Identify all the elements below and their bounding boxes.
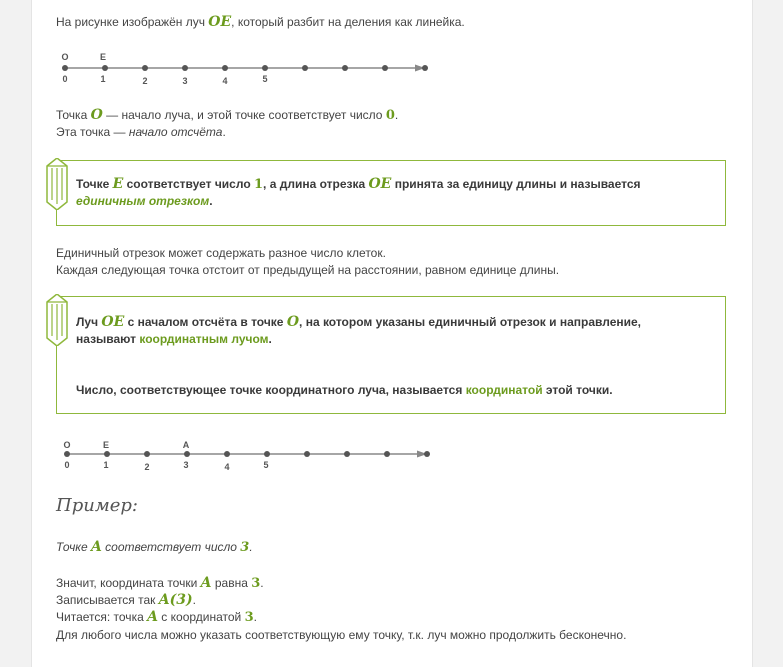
var-a: A — [200, 575, 212, 591]
para-unit-1: Единичный отрезок может содержать разное число клеток. — [56, 246, 386, 260]
num-three: 3 — [251, 576, 261, 591]
ray-2-label-a: A — [182, 440, 190, 450]
para-unit-2: Каждая следующая точка отстоит от предыдущей на расстоянии, равном единице длины. — [56, 263, 560, 277]
ray-2-num-5: 5 — [263, 460, 269, 470]
num-three: 3 — [240, 540, 250, 555]
example-line3: Записывается так A(3). — [56, 592, 196, 608]
intro-after: , который разбит на деления как линейка. — [231, 15, 465, 29]
pencil-icon — [45, 158, 69, 210]
var-a: A — [90, 539, 102, 555]
ray-1-label-o: O — [61, 52, 69, 62]
var-a: A — [147, 609, 158, 625]
origin-term: начало отсчёта — [128, 125, 223, 139]
r1ticks-dot-0 — [62, 65, 68, 71]
var-e: E — [112, 176, 124, 192]
r1ticks-dot-4 — [222, 65, 228, 71]
ray-2-num-0: 0 — [64, 460, 70, 470]
r1ticks-dot-1 — [102, 65, 108, 71]
ray-1-num-1: 1 — [100, 74, 106, 84]
box2-line1: Луч OE с началом отсчёта в точке O, на котором указаны единичный отрезок и направление, — [76, 314, 641, 330]
para-origin-2: Эта точка — начало отсчёта. — [56, 125, 226, 139]
r1ticks-dot-7 — [342, 65, 348, 71]
example-line2: Значит, координата точки A равна 3. — [56, 575, 264, 591]
lesson-card — [31, 0, 753, 667]
var-a3: A(3) — [158, 592, 193, 608]
example-line5: Для любого числа можно указать соответствующую ему точку, т.к. луч можно продолжить бесконечно. — [56, 628, 627, 642]
num-three: 3 — [244, 610, 254, 625]
r2ticks-dot-7 — [344, 451, 350, 457]
example-line1: Точке A соответствует число 3. — [56, 539, 253, 555]
var-o: O — [286, 314, 300, 330]
example-heading: Пример: — [56, 495, 138, 516]
r1ticks-dot-9 — [422, 65, 428, 71]
r2ticks-dot-0 — [64, 451, 70, 457]
box2-line3: Число, соответствующее точке координатного луча, называется координатой этой точки. — [76, 383, 613, 397]
r2ticks-dot-8 — [384, 451, 390, 457]
var-oe: OE — [101, 314, 125, 330]
ray-1-num-4: 4 — [222, 76, 228, 86]
intro-text — [56, 14, 465, 31]
r2ticks-dot-3 — [184, 451, 190, 457]
ray-1-num-5: 5 — [262, 74, 268, 84]
r2ticks-dot-9 — [424, 451, 430, 457]
box1-line1: Точке E соответствует число 1, а длина отрезка OE принята за единицу длины и называется — [76, 176, 641, 192]
r1ticks-dot-6 — [302, 65, 308, 71]
term-coordinate: координатой — [465, 383, 543, 397]
box2-line2: называют координатным лучом. — [76, 332, 272, 346]
example-line4: Читается: точка A с координатой 3. — [56, 609, 257, 625]
var-oe: OE — [368, 176, 392, 192]
r1ticks-dot-8 — [382, 65, 388, 71]
num-zero: 0 — [385, 108, 395, 123]
ray-2-num-3: 3 — [183, 460, 189, 470]
ray-1-svg — [57, 50, 437, 90]
ray-1-num-3: 3 — [182, 76, 188, 86]
r1ticks-dot-3 — [182, 65, 188, 71]
num-one: 1 — [253, 177, 264, 192]
intro-var-oe: OE — [208, 14, 232, 30]
r2ticks-dot-6 — [304, 451, 310, 457]
definition-box-coordinate-ray — [56, 296, 726, 414]
r2ticks-dot-4 — [224, 451, 230, 457]
ray-2-svg — [57, 436, 437, 476]
term-coordinate-ray: координатным лучом — [139, 332, 269, 346]
ray-2-num-2: 2 — [144, 462, 150, 472]
r2ticks-dot-5 — [264, 451, 270, 457]
term-unit-segment: единичным отрезком — [76, 194, 210, 208]
ray-2-label-o: O — [63, 440, 71, 450]
r2ticks-dot-2 — [144, 451, 150, 457]
r1ticks-dot-2 — [142, 65, 148, 71]
coordinate-ray-2 — [57, 436, 437, 476]
para-origin-1: Точка O — начало луча, и этой точке соответствует число 0. — [56, 107, 399, 123]
coordinate-ray-1 — [57, 50, 437, 90]
ray-2-label-e: E — [102, 440, 110, 450]
ray-2-num-4: 4 — [224, 462, 230, 472]
ray-1-label-e: E — [99, 52, 107, 62]
ray-2-num-1: 1 — [103, 460, 109, 470]
r1ticks-dot-5 — [262, 65, 268, 71]
r2ticks-dot-1 — [104, 451, 110, 457]
var-o: O — [90, 107, 103, 123]
pencil-icon — [45, 294, 69, 346]
ray-1-num-0: 0 — [62, 74, 68, 84]
intro-before: На рисунке изображён луч — [56, 15, 209, 29]
box1-line2: единичным отрезком. — [76, 194, 213, 208]
ray-1-num-2: 2 — [142, 76, 148, 86]
definition-box-unit-segment — [56, 160, 726, 226]
